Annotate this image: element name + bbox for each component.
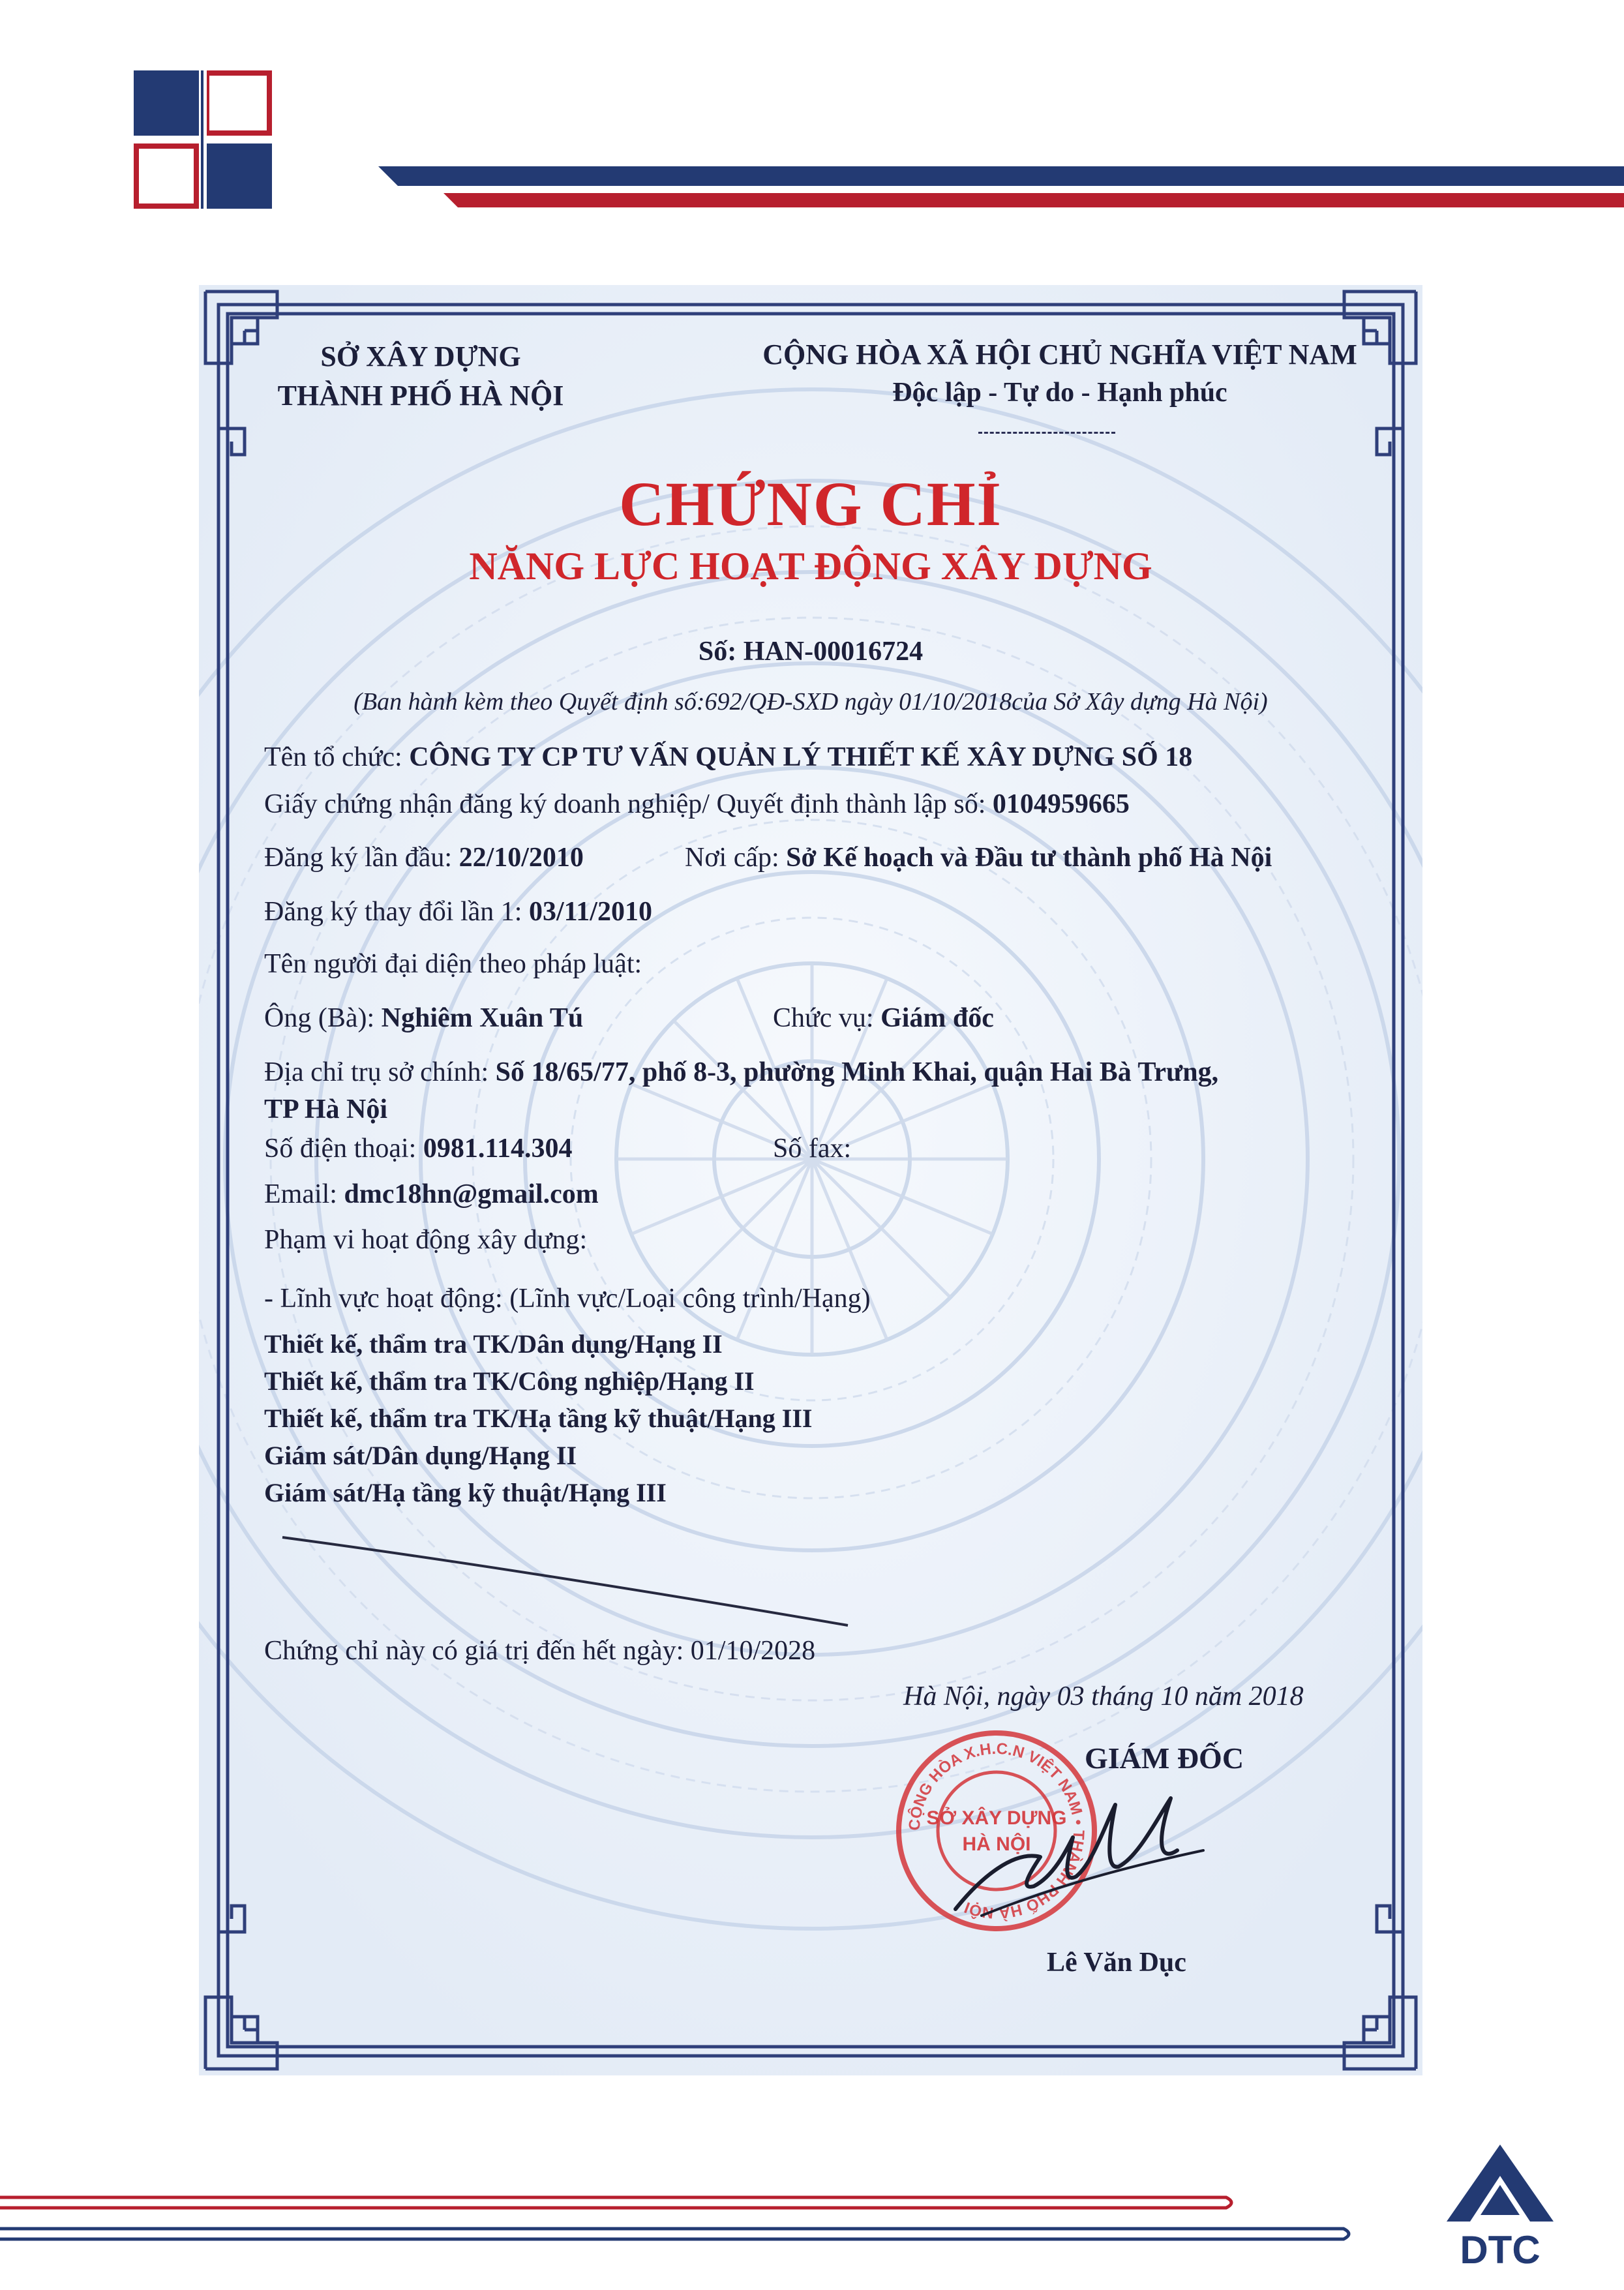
certificate-title: CHỨNG CHỈ bbox=[619, 469, 1002, 539]
org-line bbox=[264, 742, 1192, 773]
rep-label: Ông (Bà): bbox=[264, 1003, 375, 1033]
issued-note: (Ban hành kèm theo Quyết định số:692/QĐ-SXD ngày 01/10/2018của Sở Xây dựng Hà Nội) bbox=[353, 688, 1268, 716]
org-label: Tên tổ chức: bbox=[264, 742, 402, 772]
header-red-bar bbox=[444, 193, 1624, 207]
signer-name: Lê Văn Dục bbox=[1047, 1948, 1186, 1978]
field-item: Thiết kế, thẩm tra TK/Công nghiệp/Hạng II bbox=[264, 1366, 755, 1396]
stamp-center-line-2: HÀ NỘI bbox=[962, 1833, 1031, 1855]
certificate-number: Số: HAN-00016724 bbox=[698, 637, 924, 667]
phone-line bbox=[264, 1133, 573, 1164]
org-value: CÔNG TY CP TƯ VẤN QUẢN LÝ THIẾT KẾ XÂY DỰNG SỐ 18 bbox=[409, 742, 1193, 772]
reg-value: 0104959665 bbox=[992, 789, 1130, 819]
field-heading: - Lĩnh vực hoạt động: (Lĩnh vực/Loại công trình/Hạng) bbox=[264, 1284, 871, 1314]
position-line bbox=[773, 1002, 994, 1034]
reg-label: Giấy chứng nhận đăng ký doanh nghiệp/ Quyết định thành lập số: bbox=[264, 789, 986, 819]
issued-by-label: Nơi cấp: bbox=[685, 843, 779, 873]
director-title: GIÁM ĐỐC bbox=[1085, 1741, 1244, 1775]
rep-heading: Tên người đại diện theo pháp luật: bbox=[264, 949, 642, 979]
nation-motto: Độc lập - Tự do - Hạnh phúc bbox=[892, 378, 1227, 408]
field-item: Giám sát/Hạ tầng kỹ thuật/Hạng III bbox=[264, 1478, 667, 1507]
change-reg-value: 03/11/2010 bbox=[528, 897, 652, 927]
address-line bbox=[264, 1057, 1218, 1088]
place-date: Hà Nội, ngày 03 tháng 10 năm 2018 bbox=[903, 1681, 1304, 1711]
position-value: Giám đốc bbox=[880, 1003, 994, 1033]
certificate-document bbox=[199, 285, 1422, 2075]
footer-blue-bar bbox=[0, 2226, 1357, 2242]
issued-by-value: Sở Kế hoạch và Đầu tư thành phố Hà Nội bbox=[786, 843, 1272, 873]
address-value-2: TP Hà Nội bbox=[264, 1094, 388, 1124]
phone-value: 0981.114.304 bbox=[423, 1134, 573, 1164]
certificate-content bbox=[199, 285, 1422, 2075]
field-item: Thiết kế, thẩm tra TK/Dân dụng/Hạng II bbox=[264, 1329, 723, 1359]
scope-heading: Phạm vi hoạt động xây dựng: bbox=[264, 1225, 588, 1255]
change-reg-label: Đăng ký thay đổi lần 1: bbox=[264, 897, 522, 927]
motto-underline bbox=[978, 432, 1115, 434]
footer-red-bar bbox=[0, 2195, 1239, 2210]
first-reg-line bbox=[264, 842, 584, 873]
director-signature bbox=[942, 1779, 1216, 1929]
header-blue-bar bbox=[378, 166, 1624, 186]
footer-logo-text: DTC bbox=[1460, 2228, 1541, 2268]
certificate-subtitle: NĂNG LỰC HOẠT ĐỘNG XÂY DỰNG bbox=[469, 545, 1152, 588]
phone-label: Số điện thoại: bbox=[264, 1134, 417, 1164]
field-item: Thiết kế, thẩm tra TK/Hạ tầng kỹ thuật/Hạng III bbox=[264, 1404, 813, 1433]
change-reg-line bbox=[264, 896, 652, 927]
email-value: dmc18hn@gmail.com bbox=[344, 1179, 599, 1209]
address-line-2 bbox=[264, 1094, 387, 1125]
issuer-line-2: THÀNH PHỐ HÀ NỘI bbox=[277, 380, 564, 412]
rep-value: Nghiêm Xuân Tú bbox=[381, 1003, 584, 1033]
first-reg-label: Đăng ký lần đầu: bbox=[264, 843, 453, 873]
first-reg-value: 22/10/2010 bbox=[459, 843, 584, 873]
rep-line bbox=[264, 1002, 583, 1034]
nation-block bbox=[721, 336, 1399, 412]
address-label: Địa chỉ trụ sở chính: bbox=[264, 1057, 489, 1087]
issuer-line-1: SỞ XÂY DỰNG bbox=[320, 340, 521, 372]
validity-line: Chứng chỉ này có giá trị đến hết ngày: 01/10/2028 bbox=[264, 1636, 816, 1666]
issued-by-line bbox=[685, 842, 1272, 873]
position-label: Chức vụ: bbox=[773, 1003, 874, 1033]
email-line bbox=[264, 1179, 599, 1210]
email-label: Email: bbox=[264, 1179, 337, 1209]
stamp-center-line-1: SỞ XÂY DỰNG bbox=[926, 1807, 1067, 1829]
reg-line bbox=[264, 789, 1130, 820]
issuer-block bbox=[238, 337, 603, 415]
field-item: Giám sát/Dân dụng/Hạng II bbox=[264, 1441, 577, 1470]
fax-label: Số fax: bbox=[773, 1134, 852, 1164]
stamp-ring-text: CỘNG HÒA X.H.C.N VIỆT NAM • THÀNH PHỐ HÀ NỘI bbox=[905, 1740, 1088, 1922]
dtc-brand-logo-icon bbox=[1447, 2145, 1554, 2268]
nation-line-1: CỘNG HÒA XÃ HỘI CHỦ NGHĨA VIỆT NAM bbox=[762, 339, 1357, 370]
address-value: Số 18/65/77, phố 8-3, phường Minh Khai, quận Hai Bà Trưng, bbox=[495, 1057, 1219, 1087]
company-square-logo-icon bbox=[134, 70, 272, 209]
